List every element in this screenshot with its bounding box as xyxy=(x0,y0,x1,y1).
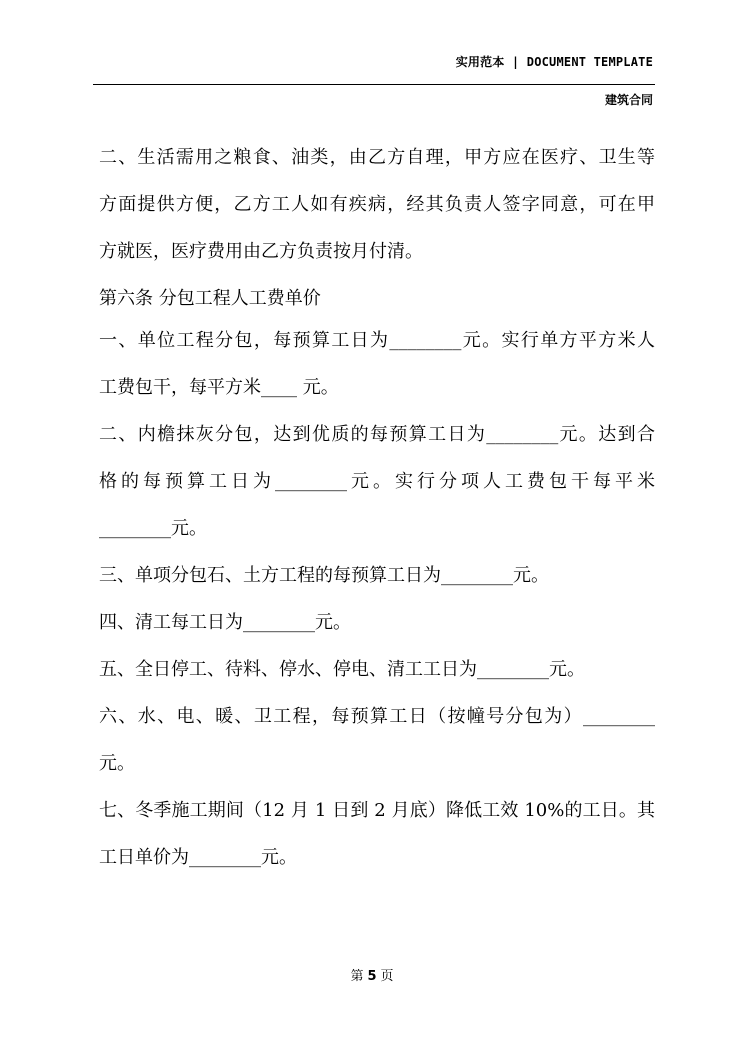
footer-prefix: 第 xyxy=(350,969,364,984)
body-line: 六、水、电、暖、卫工程，每预算工日（按幢号分包为）________ xyxy=(99,706,655,727)
body-line: 二、生活需用之粮食、油类，由乙方自理，甲方应在医疗、卫生等 xyxy=(99,147,655,168)
body-line: 七、冬季施工期间（12 月 1 日到 2 月底）降低工效 10%的工日。其 xyxy=(99,800,655,821)
body-line: 工日单价为________元。 xyxy=(99,847,297,868)
body-line: 工费包干，每平方米____ 元。 xyxy=(99,377,339,398)
page-footer xyxy=(0,965,744,984)
body-line: 四、清工每工日为________元。 xyxy=(99,612,351,633)
body-line: ________元。 xyxy=(99,518,207,539)
body-line: 格的每预算工日为________元。实行分项人工费包干每平米 xyxy=(99,471,655,492)
section-heading: 第六条 分包工程人工费单价 xyxy=(99,288,321,309)
page-number: 5 xyxy=(367,969,377,984)
header-title: 实用范本 | DOCUMENT TEMPLATE xyxy=(455,55,653,69)
body-line: 元。 xyxy=(99,753,135,774)
footer-suffix: 页 xyxy=(380,969,394,984)
body-line: 三、单项分包石、土方工程的每预算工日为________元。 xyxy=(99,565,549,586)
document-body xyxy=(99,140,655,887)
body-line: 二、内檐抹灰分包，达到优质的每预算工日为________元。达到合 xyxy=(99,424,655,445)
body-line: 五、全日停工、待料、停水、停电、清工工日为________元。 xyxy=(99,659,585,680)
body-line: 方就医，医疗费用由乙方负责按月付清。 xyxy=(99,241,423,262)
header-divider xyxy=(93,84,655,85)
body-line: 一、单位工程分包，每预算工日为________元。实行单方平方米人 xyxy=(99,330,655,351)
body-line: 方面提供方便，乙方工人如有疾病，经其负责人签字同意，可在甲 xyxy=(99,194,655,215)
header-subtitle: 建筑合同 xyxy=(604,93,653,107)
